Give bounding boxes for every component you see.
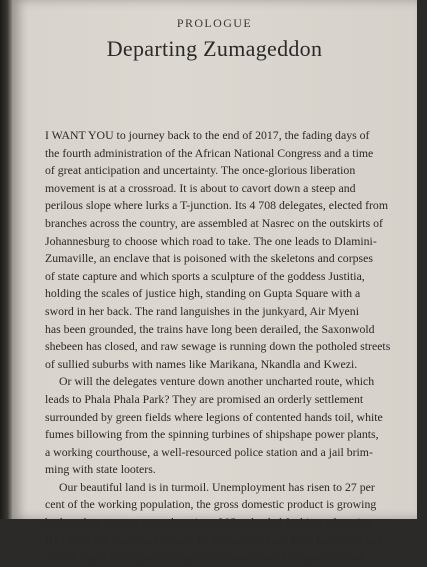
- text-line: movement is at a crossroad. It is about to cavort down a steep and: [45, 180, 356, 195]
- text-line: Johannesburg to choose which road to take. The one leads to Dlamini-: [45, 233, 377, 248]
- chapter-body: [45, 127, 427, 567]
- text-line: perilous slope where lurks a T-junction. Its 4 708 delegates, elected from: [45, 198, 389, 213]
- text-line: holding the scales of justice high, standing on Gupta Square with a: [45, 286, 361, 301]
- text-line: of sullied suburbs with names like Marikana, Nkandla and Kwezi.: [45, 356, 358, 371]
- text-line: a working courthouse, a well-resourced police station and a jail brim-: [45, 444, 373, 459]
- text-line: Or will the delegates venture down another uncharted route, which: [59, 374, 375, 389]
- chapter-title: Departing Zumageddon: [106, 36, 323, 61]
- text-line: branches across the country, are assembled at Nasrec on the outskirts of: [45, 215, 383, 230]
- text-line: R14.49 at the coast, and almost 19 000 people have been butchered and: [45, 532, 383, 547]
- text-line: surrounded by green fields where legions of contented hands toil, white: [45, 409, 383, 424]
- text-line: of great anticipation and uncertainty. The once-glorious liberation: [45, 163, 356, 178]
- text-line: ming with state looters.: [45, 462, 156, 477]
- text-line: of state capture and which sports a sculpture of the goddess Justitia,: [45, 268, 365, 283]
- text-line: Zumaville, an enclave that is poisoned with the skeletons and corpses: [45, 251, 373, 266]
- text-line: fumes billowing from the spinning turbines of shipshape power plants,: [45, 427, 379, 442]
- text-line: leads to Phala Phala Park? They are promised an orderly settlement: [45, 391, 364, 406]
- text-line: 37 000 raped in the previous year. The state-owned companies have: [45, 550, 365, 565]
- text-line: the fourth administration of the African National Congress and a time: [45, 145, 374, 160]
- text-line: by less than two per cent, the price of 95 unleaded fuel is a whopping: [45, 515, 373, 530]
- text-line: sword in her back. The rand languishes in the junkyard, Air Myeni: [45, 303, 359, 318]
- chapter-kicker: PROLOGUE: [176, 16, 253, 30]
- text-line: has been grounded, the trains have long been derailed, the Saxonwold: [45, 321, 375, 336]
- book-binding: [0, 0, 12, 519]
- book-page: [12, 0, 417, 565]
- text-line: cent of the working population, the gross domestic product is growing: [45, 497, 377, 512]
- text-line: I WANT YOU to journey back to the end of 2017, the fading days of: [45, 128, 370, 142]
- text-line: shebeen has closed, and raw sewage is running down the potholed streets: [45, 339, 391, 354]
- text-line: Our beautiful land is in turmoil. Unemployment has risen to 27 per: [59, 479, 375, 494]
